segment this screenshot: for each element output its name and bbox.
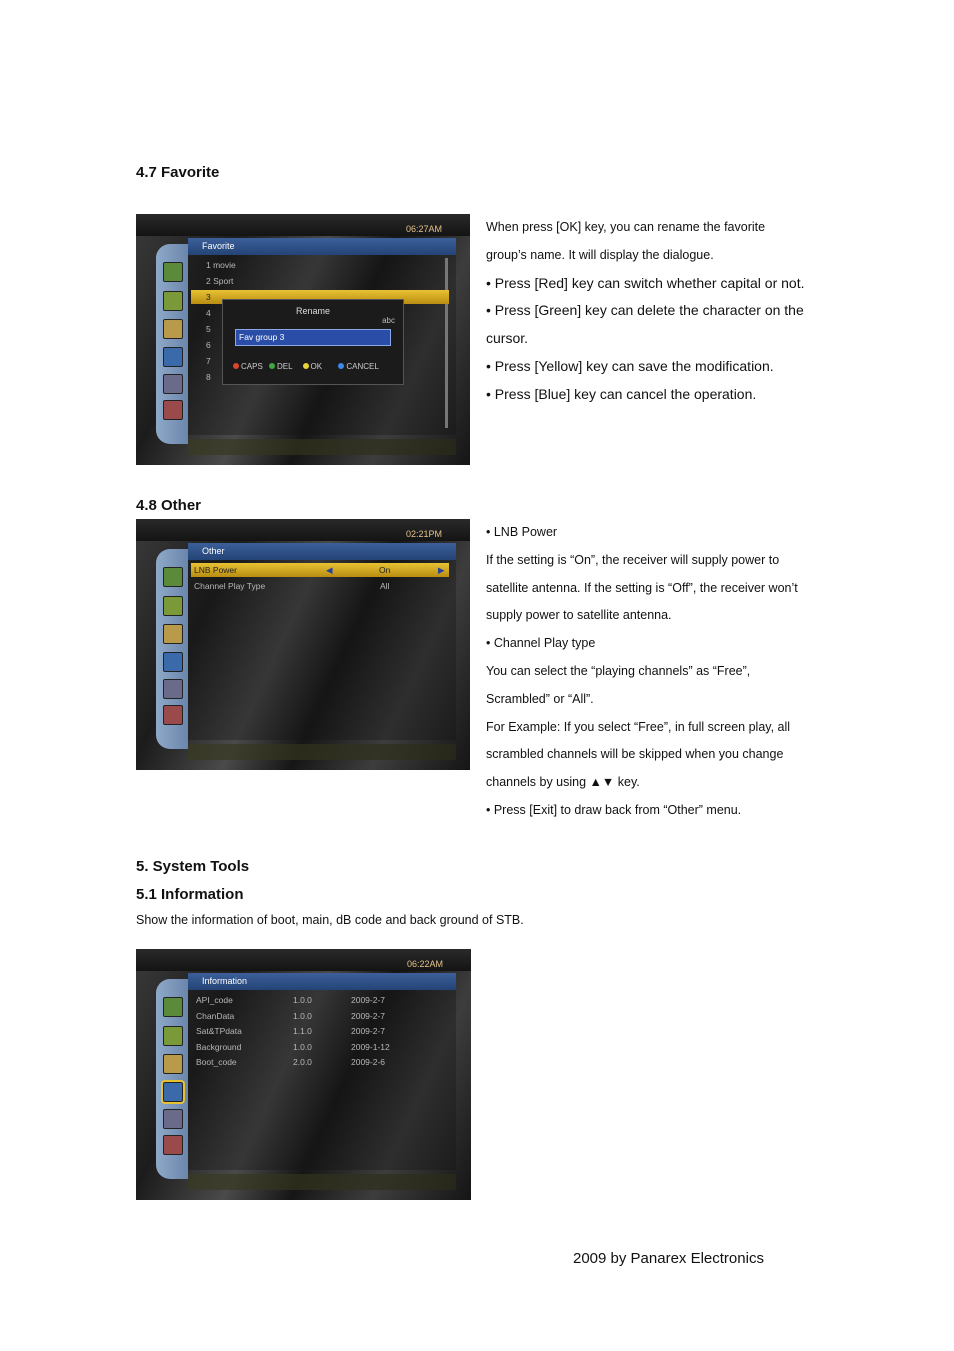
- tools-icon: [163, 1109, 183, 1129]
- rename-input[interactable]: Fav group 3: [235, 329, 391, 346]
- paragraph: • Press [Exit] to draw back from “Other” menu.: [486, 802, 742, 817]
- settings-icon: [163, 652, 183, 672]
- list-item: 1 movie: [206, 260, 236, 270]
- info-version: 1.1.0: [293, 1026, 312, 1037]
- clock: 02:21PM: [405, 529, 442, 539]
- list-item-selected: 3: [206, 292, 211, 302]
- list-item: 4: [206, 308, 211, 318]
- lnb-power-label: LNB Power: [194, 565, 237, 575]
- info-version-column: [293, 995, 312, 1073]
- paragraph: • Press [Blue] key can cancel the operation.: [486, 385, 757, 402]
- paragraph: supply power to satellite antenna.: [486, 608, 672, 623]
- info-name: Sat&TPdata: [196, 1026, 242, 1037]
- info-version: 2.0.0: [293, 1057, 312, 1068]
- paragraph: group’s name. It will display the dialogue.: [486, 247, 714, 262]
- info-version: 1.0.0: [293, 1010, 312, 1021]
- paragraph: For Example: If you select “Free”, in full screen play, all: [486, 719, 791, 734]
- paragraph: • Press [Green] key can delete the character on the: [486, 302, 804, 319]
- list-item: 2 Sport: [206, 276, 234, 286]
- channel-play-type-label: Channel Play Type: [194, 581, 266, 591]
- section-heading-system-tools: 5. System Tools: [136, 858, 250, 875]
- info-date: 2009-2-7: [351, 995, 386, 1005]
- rename-dialog: [222, 299, 404, 385]
- paragraph: • LNB Power: [486, 525, 558, 539]
- channel-icon: [163, 997, 183, 1017]
- user-icon: [163, 1054, 183, 1074]
- paragraph: Scrambled” or “All”.: [486, 691, 594, 706]
- clock: 06:22AM: [406, 959, 443, 969]
- dialog-title: Rename: [295, 306, 331, 316]
- list-item: 7: [206, 356, 211, 366]
- game-icon: [163, 1135, 183, 1155]
- info-date: 2009-1-12: [351, 1041, 390, 1052]
- channel-play-type-value[interactable]: All: [380, 581, 390, 591]
- satellite-icon: [163, 1026, 183, 1046]
- panel-title: Information: [188, 973, 456, 990]
- settings-icon: [163, 347, 183, 367]
- paragraph: When press [OK] key, you can rename the favorite: [486, 220, 766, 234]
- lnb-power-value[interactable]: On: [379, 565, 391, 575]
- footer-copyright: 2009 by Panarex Electronics: [573, 1250, 764, 1267]
- information-intro: Show the information of boot, main, dB code and back ground of STB.: [136, 913, 524, 927]
- paragraph: cursor.: [486, 330, 529, 347]
- info-date: 2009-2-7: [351, 1026, 386, 1037]
- cancel-hint: CANCEL: [346, 362, 379, 371]
- paragraph: • Channel Play type: [486, 636, 596, 651]
- clock: 06:27AM: [405, 224, 442, 234]
- panel-title: Favorite: [188, 238, 456, 255]
- info-date: 2009-2-7: [351, 1010, 386, 1021]
- info-name: API_code: [196, 995, 233, 1005]
- dialog-key-hints: [233, 362, 379, 371]
- section-heading-favorite: 4.7 Favorite: [136, 164, 220, 181]
- info-version: 1.0.0: [293, 995, 312, 1005]
- favorite-description: [486, 214, 826, 409]
- settings-icon: [163, 1082, 183, 1102]
- list-item: 5: [206, 324, 211, 334]
- red-key-icon: [233, 363, 239, 369]
- other-screenshot: [136, 519, 470, 770]
- favorite-screenshot: [136, 214, 470, 465]
- input-mode: abc: [382, 316, 395, 325]
- scrollbar: [445, 258, 448, 428]
- tools-icon: [163, 374, 183, 394]
- paragraph: • Press [Yellow] key can save the modification.: [486, 357, 774, 374]
- satellite-icon: [163, 291, 183, 311]
- right-arrow-icon: ▶: [438, 565, 445, 575]
- caps-hint: CAPS: [241, 362, 263, 371]
- info-name-column: [196, 995, 242, 1073]
- paragraph: channels by using ▲▼ key.: [486, 775, 640, 790]
- ok-hint: OK: [310, 362, 323, 371]
- paragraph: satellite antenna. If the setting is “Off”, the receiver won’t: [486, 580, 798, 595]
- panel-title: Other: [188, 543, 456, 560]
- del-hint: DEL: [277, 362, 293, 371]
- info-name: Boot_code: [196, 1057, 237, 1068]
- paragraph: scrambled channels will be skipped when you change: [486, 747, 784, 762]
- other-description: [486, 519, 826, 825]
- game-icon: [163, 705, 183, 725]
- satellite-icon: [163, 596, 183, 616]
- info-date-column: [351, 995, 390, 1073]
- user-icon: [163, 319, 183, 339]
- bottom-bar: [188, 1174, 456, 1190]
- list-item: 8: [206, 372, 211, 382]
- paragraph: • Press [Red] key can switch whether capital or not.: [486, 274, 805, 291]
- section-heading-information: 5.1 Information: [136, 886, 244, 903]
- section-heading-other: 4.8 Other: [136, 497, 202, 514]
- blue-key-icon: [338, 363, 344, 369]
- paragraph: If the setting is “On”, the receiver will supply power to: [486, 552, 780, 567]
- channel-icon: [163, 567, 183, 587]
- info-name: ChanData: [196, 1010, 235, 1021]
- game-icon: [163, 400, 183, 420]
- information-screenshot: [136, 949, 471, 1200]
- tools-icon: [163, 679, 183, 699]
- left-arrow-icon: ◀: [326, 565, 333, 575]
- green-key-icon: [269, 363, 275, 369]
- bottom-bar: [188, 439, 456, 455]
- info-version: 1.0.0: [293, 1041, 312, 1052]
- bottom-bar: [188, 744, 456, 760]
- info-name: Background: [196, 1041, 242, 1052]
- channel-icon: [163, 262, 183, 282]
- list-item: 6: [206, 340, 211, 350]
- paragraph: You can select the “playing channels” as “Free”,: [486, 663, 751, 678]
- user-icon: [163, 624, 183, 644]
- yellow-key-icon: [303, 363, 309, 369]
- info-date: 2009-2-6: [351, 1057, 386, 1068]
